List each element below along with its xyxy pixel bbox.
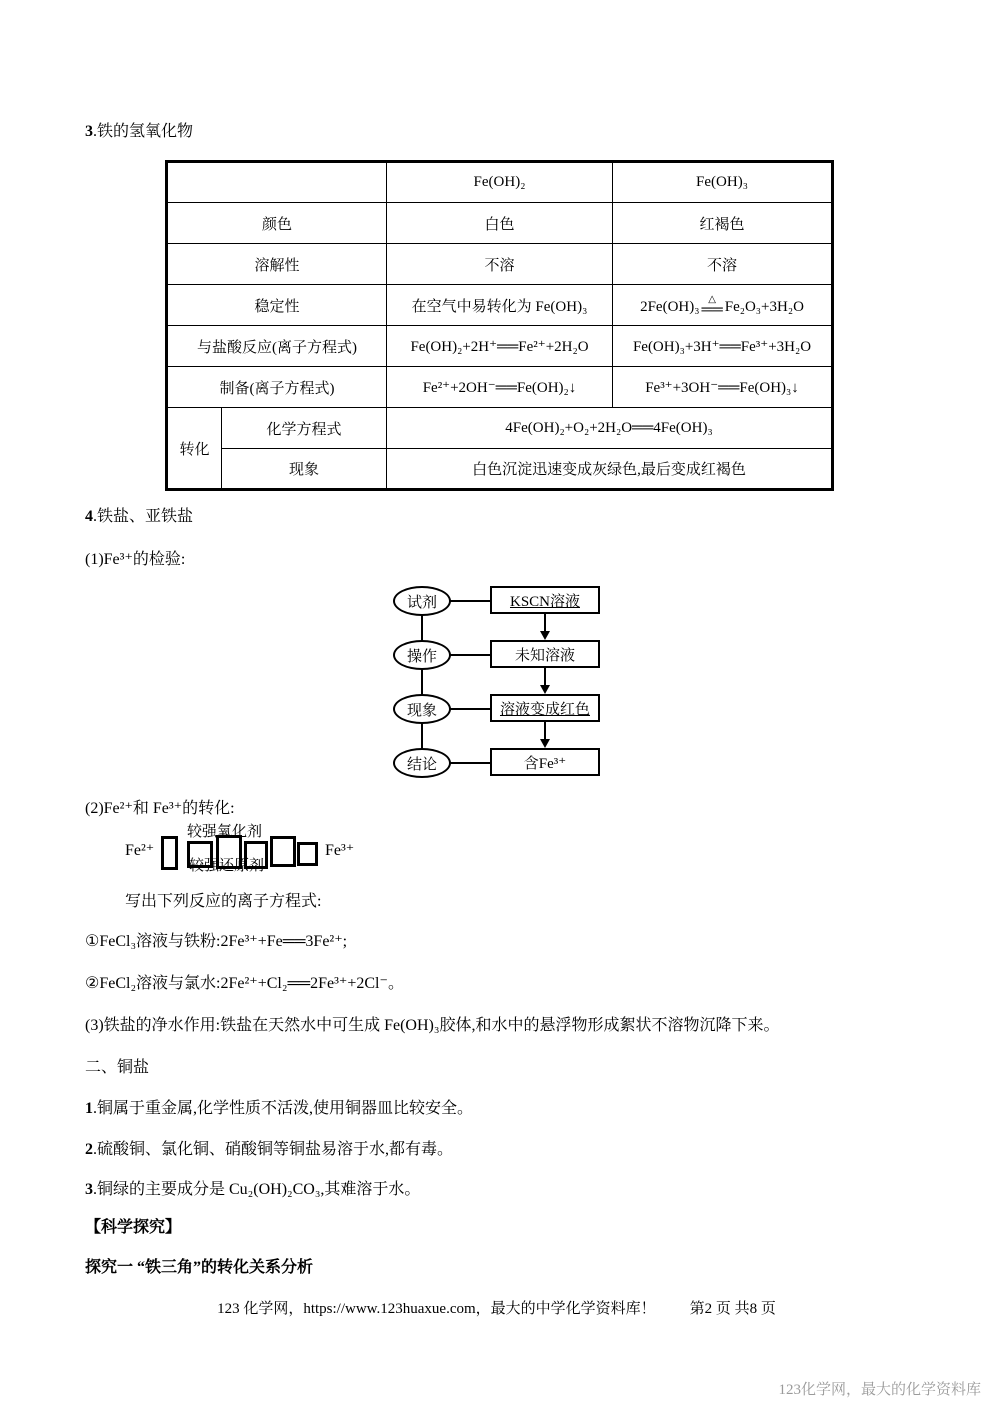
delta-over-equals-symbol: △ ══ xyxy=(701,293,723,318)
item-number: 1 xyxy=(85,1100,93,1117)
corrupted-glyph-box xyxy=(161,836,178,870)
copper-item-2 xyxy=(85,1136,453,1159)
fe2-fe3-conversion-heading: (2)Fe²⁺和 Fe³⁺的转化: xyxy=(85,800,235,817)
section-number: 3 xyxy=(85,123,93,140)
flowchart-oval-conclusion: 结论 xyxy=(393,748,451,778)
science-explore-tag: 【科学探究】 xyxy=(85,1219,182,1236)
oval-connector-line xyxy=(421,601,423,766)
section-number: 4 xyxy=(85,508,93,525)
equation-left: 2Fe(OH)₃ xyxy=(640,298,700,315)
table-row-stability xyxy=(167,285,833,326)
cell-feoh2-color: 白色 xyxy=(387,203,613,244)
chem-equation-value: 4Fe(OH)₂+O₂+2H₂O══4Fe(OH)₃ xyxy=(387,408,833,449)
section-title: .铁盐、亚铁盐 xyxy=(93,508,194,525)
conversion-label: 转化 xyxy=(167,408,222,490)
row-label: 稳定性 xyxy=(167,285,387,326)
site-watermark: 123化学网，最大的化学资料库 xyxy=(778,1382,981,1398)
flowchart-box-kscn: KSCN溶液 xyxy=(490,586,600,614)
down-arrow-line xyxy=(544,722,546,739)
row-label: 与盐酸反应(离子方程式) xyxy=(167,326,387,367)
section-4-heading xyxy=(85,503,193,526)
cell-feoh2-solubility: 不溶 xyxy=(387,244,613,285)
item-text: .铜属于重金属,化学性质不活泼,使用铜器皿比较安全。 xyxy=(93,1100,474,1117)
cell-feoh3-prep: Fe³⁺+3OH⁻══Fe(OH)₃↓ xyxy=(613,367,833,408)
table-row-solubility xyxy=(167,244,833,285)
section-title: .铁的氢氧化物 xyxy=(93,123,194,140)
item-number: 3 xyxy=(85,1181,93,1198)
flowchart-oval-phenomenon: 现象 xyxy=(393,694,451,724)
equation-right: Fe₂O₃+3H₂O xyxy=(724,298,804,315)
table-row-preparation xyxy=(167,367,833,408)
down-arrow-head xyxy=(540,685,550,694)
fe3-test-heading: (1)Fe³⁺的检验: xyxy=(85,551,186,568)
item-text: .铜绿的主要成分是 Cu₂(OH)₂CO₃,其难溶于水。 xyxy=(93,1181,421,1198)
ionic-equation-1: ①FeCl₃溶液与铁粉:2Fe³⁺+Fe══3Fe²⁺; xyxy=(85,933,348,950)
flowchart-oval-operation: 操作 xyxy=(393,640,451,670)
section-3-heading xyxy=(85,118,193,141)
ionic-equation-2: ②FeCl₂溶液与氯水:2Fe²⁺+Cl₂══2Fe³⁺+2Cl⁻。 xyxy=(85,975,404,992)
row-label: 颜色 xyxy=(167,203,387,244)
cell-feoh3-color: 红褐色 xyxy=(613,203,833,244)
reductant-label: 较强还原剂 xyxy=(189,858,265,874)
chem-equation-label: 化学方程式 xyxy=(222,408,387,449)
cell-feoh3-hcl: Fe(OH)₃+3H⁺══Fe³⁺+3H₂O xyxy=(613,326,833,367)
cell-feoh3-solubility: 不溶 xyxy=(613,244,833,285)
corrupted-glyph-box xyxy=(270,836,296,867)
table-row-hcl-reaction xyxy=(167,326,833,367)
down-arrow-line xyxy=(544,668,546,685)
header-feoh3: Fe(OH)₃ xyxy=(613,162,833,203)
row-label: 溶解性 xyxy=(167,244,387,285)
down-arrow-line xyxy=(544,614,546,631)
iron-hydroxide-table xyxy=(165,160,834,491)
footer-site-info: 123 化学网，https://www.123huaxue.com，最大的中学化学资料库！ xyxy=(217,1301,656,1317)
cell-feoh2-hcl: Fe(OH)₂+2H⁺══Fe²⁺+2H₂O xyxy=(387,326,613,367)
cell-feoh2-prep: Fe²⁺+2OH⁻══Fe(OH)₂↓ xyxy=(387,367,613,408)
fe2-species: Fe²⁺ xyxy=(125,842,155,859)
oxidant-label: 较强氧化剂 xyxy=(187,824,263,840)
corrupted-glyph-box xyxy=(297,842,318,866)
item-text: .硫酸铜、氯化铜、硝酸铜等铜盐易溶于水,都有毒。 xyxy=(93,1141,454,1158)
table-row-conversion-equation xyxy=(167,408,833,449)
fe3-species: Fe³⁺ xyxy=(325,842,355,859)
flowchart-box-red-color: 溶液变成红色 xyxy=(490,694,600,722)
cell-feoh3-stability xyxy=(613,285,833,326)
header-feoh2: Fe(OH)₂ xyxy=(387,162,613,203)
explore-1-title: 探究一 “铁三角”的转化关系分析 xyxy=(85,1259,314,1276)
down-arrow-head xyxy=(540,739,550,748)
item-number: 2 xyxy=(85,1141,93,1158)
row-label: 制备(离子方程式) xyxy=(167,367,387,408)
down-arrow-head xyxy=(540,631,550,640)
copper-item-1 xyxy=(85,1095,473,1118)
flowchart-oval-reagent: 试剂 xyxy=(393,586,451,616)
flowchart-box-unknown: 未知溶液 xyxy=(490,640,600,668)
fe2-fe3-equilibrium-corrupted xyxy=(125,824,385,882)
purification-note: (3)铁盐的净水作用:铁盐在天然水中可生成 Fe(OH)₃胶体,和水中的悬浮物形成絮状不溶物沉降下来。 xyxy=(85,1017,780,1034)
phenomenon-label: 现象 xyxy=(222,449,387,490)
write-prompt: 写出下列反应的离子方程式: xyxy=(125,893,322,910)
copper-item-3 xyxy=(85,1176,420,1199)
fe3-test-flowchart xyxy=(393,586,607,786)
copper-section-heading: 二、铜盐 xyxy=(85,1059,150,1076)
phenomenon-value: 白色沉淀迅速变成灰绿色,最后变成红褐色 xyxy=(387,449,833,490)
flowchart-box-contains-fe3: 含Fe³⁺ xyxy=(490,748,600,776)
page-footer xyxy=(0,1297,993,1318)
table-row-conversion-phenomenon xyxy=(167,449,833,490)
footer-page-number: 第2 页 共8 页 xyxy=(689,1301,776,1317)
table-row-color xyxy=(167,203,833,244)
table-header-row xyxy=(167,162,833,203)
header-empty-cell xyxy=(167,162,387,203)
cell-feoh2-stability: 在空气中易转化为 Fe(OH)₃ xyxy=(387,285,613,326)
